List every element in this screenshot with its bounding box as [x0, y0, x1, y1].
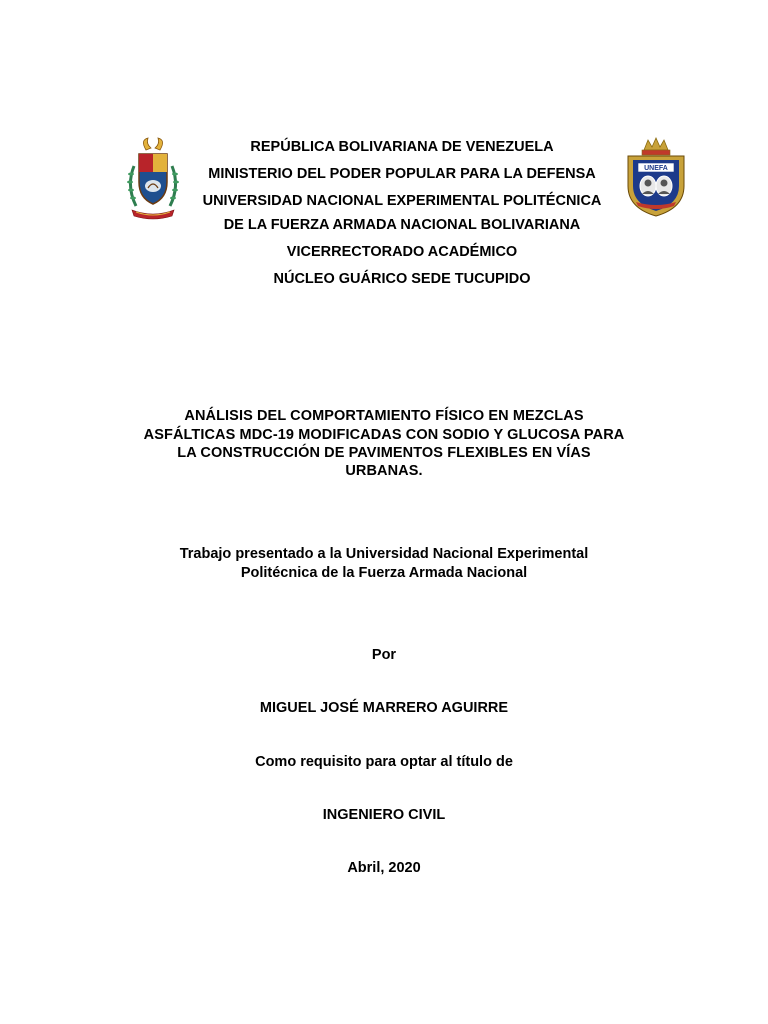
- header-line-6: NÚCLEO GUÁRICO SEDE TUCUPIDO: [273, 271, 531, 287]
- by-label: Por: [371, 647, 397, 663]
- thesis-title-line-1: ANÁLISIS DEL COMPORTAMIENTO FÍSICO EN MEZCLAS: [184, 408, 584, 424]
- presentation-line-1: Trabajo presentado a la Universidad Nacional Experimental: [179, 546, 589, 562]
- unefa-seal-text: UNEFA: [644, 165, 668, 172]
- thesis-title-line-2: ASFÁLTICAS MDC-19 MODIFICADAS CON SODIO Y GLUCOSA PARA: [143, 427, 625, 443]
- thesis-title-line-4: URBANAS.: [345, 463, 423, 479]
- header-line-5: VICERRECTORADO ACADÉMICO: [286, 244, 518, 260]
- requirement-text: Como requisito para optar al título de: [255, 754, 513, 770]
- thesis-title-line-3: LA CONSTRUCCIÓN DE PAVIMENTOS FLEXIBLES EN VÍAS: [177, 445, 591, 461]
- presentation-line-2: Politécnica de la Fuerza Armada Nacional: [240, 565, 528, 581]
- header-line-3: UNIVERSIDAD NACIONAL EXPERIMENTAL POLITÉCNICA: [202, 193, 602, 209]
- header-line-2: MINISTERIO DEL PODER POPULAR PARA LA DEFENSA: [208, 166, 596, 182]
- header-line-4: DE LA FUERZA ARMADA NACIONAL BOLIVARIANA: [223, 217, 581, 233]
- header-line-1: REPÚBLICA BOLIVARIANA DE VENEZUELA: [250, 139, 554, 155]
- document-date: Abril, 2020: [347, 860, 421, 876]
- author-name: MIGUEL JOSÉ MARRERO AGUIRRE: [259, 700, 509, 716]
- degree-title: INGENIERO CIVIL: [322, 807, 446, 823]
